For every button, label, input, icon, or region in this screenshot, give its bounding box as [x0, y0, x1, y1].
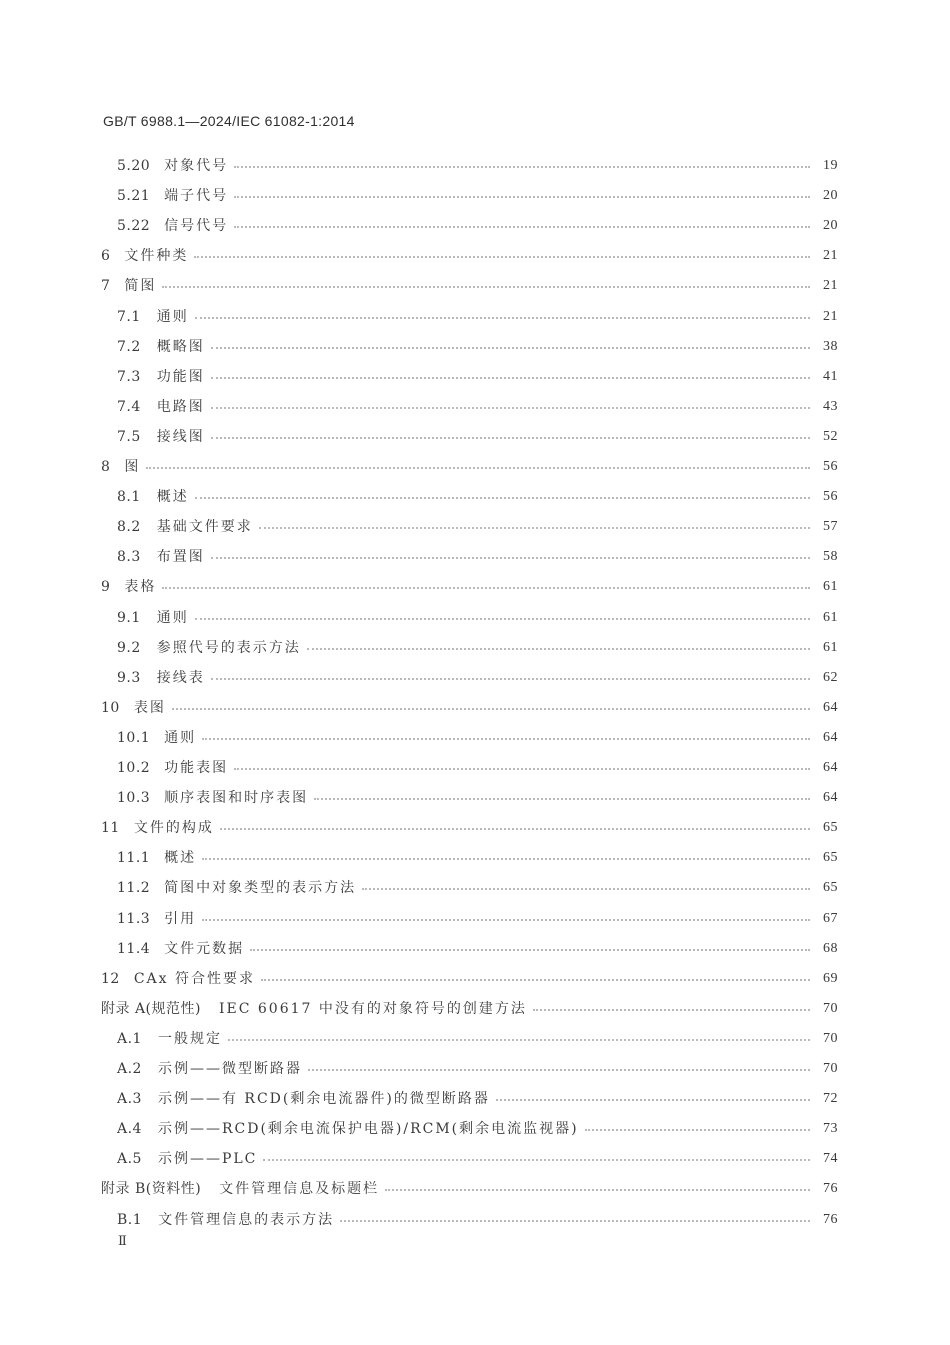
dot-leader [308, 1069, 810, 1071]
toc-entry[interactable] [117, 753, 838, 783]
dot-leader [362, 888, 810, 890]
toc-entry-title: 示例——有 RCD(剩余电流器件)的微型断路器 [157, 1091, 490, 1108]
toc-entry-number: 10 [101, 699, 120, 716]
toc-entry-page: 56 [823, 489, 838, 505]
dot-leader [263, 1159, 810, 1161]
toc-entry-title: IEC 60617 中没有的对象符号的创建方法 [218, 1000, 527, 1017]
toc-entry[interactable] [117, 603, 838, 633]
toc-entry-number: 11.4 [117, 940, 151, 957]
toc-entry-title: 一般规定 [157, 1030, 222, 1047]
toc-entry[interactable] [117, 1024, 838, 1054]
toc-entry[interactable] [117, 904, 838, 934]
toc-entry-page: 43 [823, 398, 838, 414]
dot-leader [146, 467, 810, 469]
toc-entry-number: 9.3 [117, 669, 141, 686]
toc-entry[interactable] [101, 693, 838, 723]
toc-entry[interactable] [117, 211, 838, 241]
toc-entry-page: 21 [823, 308, 838, 324]
toc-entry-page: 70 [823, 1000, 838, 1016]
dot-leader [211, 557, 810, 559]
toc-entry-number: A.1 [117, 1030, 142, 1047]
toc-entry-number: 9 [101, 579, 111, 596]
toc-entry-title: 顺序表图和时序表图 [164, 790, 309, 807]
toc-entry[interactable] [117, 723, 838, 753]
toc-entry[interactable] [101, 241, 838, 271]
toc-entry-number: B.1 [117, 1211, 143, 1228]
toc-entry-number: 11 [101, 820, 120, 837]
toc-entry-number: 12 [101, 970, 120, 987]
toc-entry-number: 8.3 [117, 549, 141, 566]
toc-entry-page: 52 [823, 428, 838, 444]
toc-entry[interactable] [117, 783, 838, 813]
toc-entry-page: 38 [823, 338, 838, 354]
toc-entry[interactable] [101, 452, 838, 482]
toc-entry-number: 10.3 [117, 790, 151, 807]
toc-entry-title: 表图 [133, 699, 166, 716]
toc-entry-number: A.4 [117, 1121, 142, 1138]
toc-entry-title: 接线图 [156, 428, 205, 445]
toc-entry-page: 76 [823, 1181, 838, 1197]
toc-entry-page: 65 [823, 820, 838, 836]
dot-leader [250, 949, 810, 951]
toc-entry-title: 表格 [124, 579, 157, 596]
toc-entry-number: 7 [101, 278, 111, 295]
dot-leader [259, 527, 810, 529]
toc-entry-page: 61 [823, 579, 838, 595]
toc-entry[interactable] [101, 1174, 838, 1204]
toc-entry[interactable] [117, 1054, 838, 1084]
toc-entry-page: 61 [823, 609, 838, 625]
toc-entry-number: 7.3 [117, 368, 141, 385]
toc-entry[interactable] [101, 271, 838, 301]
toc-entry[interactable] [117, 1114, 838, 1144]
toc-entry-page: 56 [823, 459, 838, 474]
toc-entry-number: 8 [101, 459, 111, 475]
toc-entry-title: 示例——RCD(剩余电流保护电器)/RCM(剩余电流监视器) [157, 1121, 579, 1138]
toc-entry-page: 64 [823, 790, 838, 806]
toc-entry[interactable] [101, 994, 838, 1024]
dot-leader [314, 798, 810, 800]
toc-entry[interactable] [117, 873, 838, 903]
dot-leader [228, 1039, 810, 1041]
toc-entry-title: 布置图 [156, 549, 205, 566]
standard-code-header: GB/T 6988.1—2024/IEC 61082-1:2014 [103, 113, 355, 129]
toc-entry-page: 72 [823, 1091, 838, 1107]
toc-entry-number: 7.5 [117, 428, 141, 445]
dot-leader [202, 858, 810, 860]
toc-entry-title: 通则 [156, 609, 189, 626]
toc-entry-number: 9.2 [117, 639, 141, 656]
toc-entry-title: 文件的构成 [133, 820, 214, 837]
toc-entry-title: 通则 [164, 729, 197, 746]
toc-entry-title: 基础文件要求 [156, 519, 253, 536]
toc-entry-page: 21 [823, 278, 838, 294]
toc-entry-number: 8.2 [117, 519, 141, 536]
toc-entry-page: 74 [823, 1151, 838, 1167]
dot-leader [234, 226, 810, 228]
dot-leader [202, 738, 810, 740]
toc-entry-number: 7.2 [117, 338, 141, 355]
dot-leader [234, 768, 810, 770]
dot-leader [202, 919, 810, 921]
toc-entry-page: 64 [823, 760, 838, 775]
toc-entry-title: 概略图 [156, 338, 205, 355]
toc-entry[interactable] [117, 663, 838, 693]
toc-entry-page: 65 [823, 880, 838, 896]
toc-entry[interactable] [117, 151, 838, 181]
toc-entry-number: 附录 A(规范性) [101, 1000, 201, 1017]
toc-entry-title: 简图中对象类型的表示方法 [164, 880, 357, 897]
toc-entry[interactable] [117, 1205, 838, 1235]
dot-leader [195, 497, 810, 499]
dot-leader [585, 1129, 810, 1131]
toc-entry-title: 引用 [164, 910, 197, 927]
toc-entry[interactable] [101, 813, 838, 843]
dot-leader [385, 1189, 810, 1191]
toc-entry-page: 21 [823, 248, 838, 264]
dot-leader [211, 377, 810, 379]
toc-entry-title: 文件管理信息的表示方法 [158, 1211, 335, 1228]
dot-leader [234, 196, 810, 198]
toc-entry-number: 9.1 [117, 609, 141, 626]
dot-leader [261, 979, 810, 981]
toc-entry[interactable] [117, 392, 838, 422]
toc-entry-number: 5.21 [117, 188, 151, 205]
toc-entry-title: 信号代号 [164, 218, 229, 235]
toc-entry-number: 10.1 [117, 729, 151, 746]
toc-entry-title: 文件管理信息及标题栏 [219, 1181, 380, 1198]
toc-entry-number: A.2 [117, 1061, 142, 1077]
toc-entry-page: 61 [823, 639, 838, 655]
toc-entry[interactable] [117, 1084, 838, 1114]
toc-entry-page: 64 [823, 699, 838, 715]
toc-entry-page: 19 [823, 158, 838, 173]
toc-entry-title: 文件种类 [124, 248, 189, 265]
toc-entry[interactable] [117, 934, 838, 964]
toc-entry-page: 57 [823, 519, 838, 535]
toc-entry-title: 图 [124, 459, 141, 475]
dot-leader [172, 708, 810, 710]
toc-entry[interactable] [101, 964, 838, 994]
dot-leader [496, 1099, 810, 1101]
dot-leader [211, 347, 810, 349]
toc-entry[interactable] [117, 512, 838, 542]
toc-entry-title: 电路图 [156, 398, 205, 415]
toc-entry-number: 10.2 [117, 760, 151, 776]
toc-entry-number: 附录 B(资料性) [101, 1181, 202, 1198]
dot-leader [220, 828, 810, 830]
toc-entry-title: 示例——微型断路器 [157, 1061, 302, 1077]
toc-entry-page: 41 [823, 368, 838, 384]
toc-entry-page: 64 [823, 729, 838, 745]
toc-entry-page: 76 [823, 1211, 838, 1227]
toc-entry-number: 7.1 [117, 308, 141, 325]
toc-entry-title: 简图 [124, 278, 157, 295]
dot-leader [162, 286, 810, 288]
toc-entry-title: 文件元数据 [164, 940, 245, 957]
toc-entry-title: 接线表 [156, 669, 205, 686]
dot-leader [234, 166, 810, 168]
toc-entry[interactable] [117, 332, 838, 362]
toc-entry-number: 6 [101, 248, 111, 265]
toc-entry-page: 20 [823, 218, 838, 234]
toc-entry-title: 概述 [164, 850, 197, 867]
dot-leader [211, 678, 810, 680]
dot-leader [211, 437, 810, 439]
toc-entry[interactable] [117, 633, 838, 663]
toc-entry-number: 11.3 [117, 910, 151, 927]
toc-entry-number: 11.1 [117, 850, 151, 867]
dot-leader [195, 317, 810, 319]
toc-entry-page: 67 [823, 910, 838, 926]
toc-entry-title: 功能图 [156, 368, 205, 385]
toc-entry-number: 7.4 [117, 398, 141, 415]
toc-entry-number: 5.22 [117, 218, 151, 235]
page-number: Ⅱ [118, 1234, 127, 1249]
toc-entry-number: 11.2 [117, 880, 151, 897]
toc-entry-title: 通则 [156, 308, 189, 325]
dot-leader [340, 1220, 810, 1222]
toc-entry[interactable] [117, 181, 838, 211]
toc-entry-title: 参照代号的表示方法 [156, 639, 301, 656]
toc-entry-page: 65 [823, 850, 838, 866]
dot-leader [307, 648, 810, 650]
toc-entry-page: 62 [823, 669, 838, 685]
dot-leader [211, 407, 810, 409]
toc-entry-page: 73 [823, 1121, 838, 1137]
toc-entry-number: A.3 [117, 1091, 142, 1108]
toc-entry-number: 8.1 [117, 489, 141, 506]
toc-entry-title: 端子代号 [164, 188, 229, 205]
toc-entry-number: A.5 [117, 1151, 142, 1168]
toc-entry[interactable] [117, 542, 838, 572]
toc-entry[interactable] [117, 482, 838, 512]
toc-entry-page: 68 [823, 940, 838, 956]
dot-leader [195, 618, 810, 620]
toc-entry-title: 示例——PLC [157, 1151, 258, 1168]
toc-entry-number: 5.20 [117, 158, 151, 174]
toc-entry-title: 概述 [156, 489, 189, 506]
dot-leader [162, 587, 810, 589]
toc-entry-page: 20 [823, 188, 838, 204]
toc-entry-title: 对象代号 [164, 158, 229, 174]
toc-entry-page: 69 [823, 970, 838, 986]
toc-entry-page: 58 [823, 549, 838, 565]
toc-entry-title: 功能表图 [164, 760, 229, 776]
toc-entry[interactable] [117, 302, 838, 332]
toc-entry-page: 70 [823, 1030, 838, 1046]
toc-entry[interactable] [101, 572, 838, 602]
toc-entry[interactable] [117, 843, 838, 873]
toc-entry[interactable] [117, 1144, 838, 1174]
dot-leader [533, 1009, 810, 1011]
toc-entry-page: 70 [823, 1061, 838, 1076]
dot-leader [194, 256, 810, 258]
toc-entry[interactable] [117, 362, 838, 392]
toc-entry-title: CAx 符合性要求 [133, 970, 255, 987]
toc-entry[interactable] [117, 422, 838, 452]
